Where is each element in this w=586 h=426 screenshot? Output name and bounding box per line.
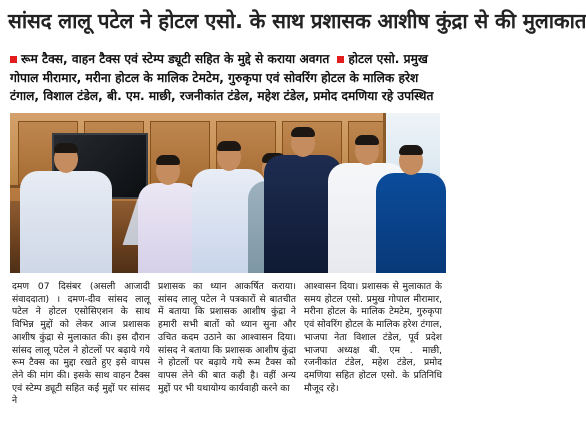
article-body xyxy=(12,281,442,421)
red-bullet-icon xyxy=(10,56,17,63)
article-column-1: दमण 07 दिसंबर (असली आजादी संवाददाता) । दमण-दीव सांसद लालू पटेल ने होटल एसोसिएशन के साथ विभिन्न मुद्दों को लेकर आज प्रशासक आशीष कुंद्रा से मुलाकात की। इस दौरान सांसद लालू पटेल ने होटलों पर बढ़ाये गये रूम टैक्स का मुद्दा रखते हुए इसे वापस लेने की मांग की। इसके साथ वाहन टैक्स एवं स्टेम्प ड्यूटी सहित कई मुद्दों पर सांसद ने xyxy=(12,281,150,407)
article-column-3: आश्वासन दिया। प्रशासक से मुलाकात के समय होटल एसो. प्रमुख गोपाल मीरामार, मरीना होटल के मालिक टेमटेम, गुरुकृपा एवं सोवरिंग होटल के मालिक हरेश टंगाल, भाजपा नेता विशाल टंडेल, पूर्व प्रदेश भाजपा अध्यक्ष बी. एम . माछी, रजनीकांत टंडेल, महेश टंडेल, प्रमोद दमणिया सहित होटल एसो. के प्रतिनिधि मौजूद रहे। xyxy=(304,281,442,394)
news-photo xyxy=(10,113,440,273)
photo-person xyxy=(20,171,112,273)
photo-person xyxy=(138,183,198,273)
red-bullet-icon xyxy=(337,56,344,63)
subhead-left: रूम टैक्स, वाहन टैक्स एवं स्टेम्प ड्यूटी सहित के मुद्दे से कराया अवगत xyxy=(21,52,330,66)
article-column-2: प्रशासक का ध्यान आकर्षित कराया। सांसद लालू पटेल ने पत्रकारों से बातचीत में बताया कि प्रशासक आशीष कुंद्रा ने हमारी सभी बातों को ध्यान सुना और उचित कदम उठाने का आश्वासन दिया। सांसद ने बताया कि प्रशासक आशीष कुंद्रा ने होटलों पर बढ़ाये गये रूम टैक्स को वापस लेने की बात कही है। वहीं अन्य मुद्दों पर भी यथायोग्य कार्यवाही करने का xyxy=(158,281,296,394)
subheadline xyxy=(10,50,440,106)
headline: सांसद लालू पटेल ने होटल एसो. के साथ प्रशासक आशीष कुंद्रा से की मुलाकात xyxy=(8,4,444,38)
subhead-right: होटल एसो. प्रमुख गोपाल मीरामार, मरीना होटल के मालिक टेमटेम, गुरुकृपा एवं सोवरिंग होटल के मालिक हरेश टंगाल, विशाल टंडेल, बी. एम. माछी, रजनीकांत टंडेल, महेश टंडेल, प्रमोद दमणिया रहे उपस्थित xyxy=(10,52,434,103)
photo-person xyxy=(376,173,446,273)
